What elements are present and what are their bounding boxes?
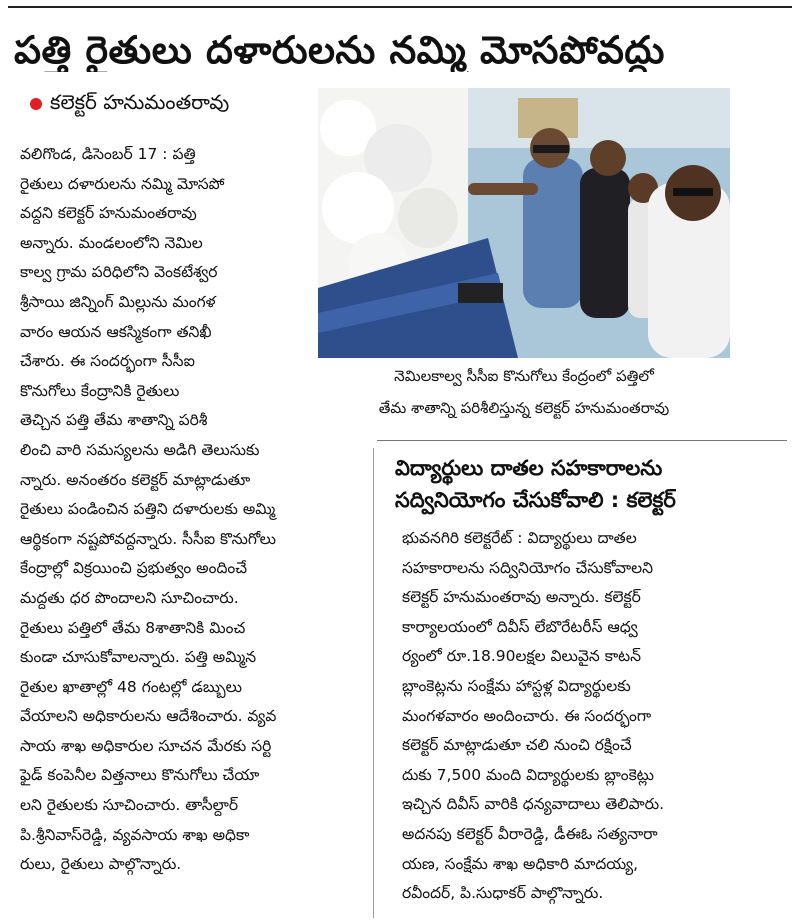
article-line: రైతులు పత్తిలో తేమ 8శాతానికి మించ [20,618,246,637]
bullet-icon [30,98,42,110]
article-line: సాయ శాఖ అధికారుల సూచన మేరకు సర్టి [20,736,272,755]
side-article-line: బ్లాంకెట్లను సంక్షేమ హాస్టళ్ల విద్యార్థులకు [402,676,631,695]
side-article-line: కలెక్టర్ మాట్లాడుతూ చలి నుంచి రక్షించే [402,736,632,755]
article-line: అన్నారు. మండలంలోని నెమిల [20,233,203,252]
article-line: లని రైతులకు సూచించారు. తాసీల్దార్ [20,796,239,815]
side-article-line: కలెక్టర్ హనుమంతరావు అన్నారు. కలెక్టర్ [402,588,641,607]
side-article-line: యణ, సంక్షేమ శాఖ అధికారి మాదయ్య, [402,854,639,873]
byline-text: కలెక్టర్ హనుమంతరావు [50,90,230,114]
news-photo [318,88,730,358]
article-line: కుండా చూసుకోవాలన్నారు. పత్తి అమ్మిన [20,648,257,667]
article-line: మద్దతు ధర పొందాలని సూచించారు. [20,588,239,607]
side-article-line: దుకు 7,500 మంది విద్యార్థులకు బ్లాంకెట్లు [402,765,655,784]
article-line: చేశారు. ఈ సందర్భంగా సీసీఐ [20,352,195,371]
caption-line: నెమిలకాల్వ సీసీఐ కొనుగోలు కేంద్రంలో పత్తిలో [394,367,654,385]
article-line: ఆర్థికంగా నష్టపోవద్దన్నారు. సీసీఐ కొనుగోలు [20,529,277,548]
side-article-headline [395,452,775,516]
photo-illustration [318,88,730,358]
side-article-line: అదనపు కలెక్టర్ వీరారెడ్డి, డీఈఓ సత్యనారా [402,824,658,843]
article-line: రైతులు పండించిన పత్తిని దళారులకు అమ్మి [20,500,276,519]
article-line: లించి వారి సమస్యలను అడిగి తెలుసుకు [20,440,260,459]
article-line: ఫైడ్ కంపెనీల విత్తనాలు కొనుగోలు చేయా [20,766,260,785]
side-article-line: రవీందర్, పి.సుధాకర్ పాల్గొన్నారు. [402,884,604,903]
article-line: పి.శ్రీనివాస్‌రెడ్డి, వ్యవసాయ శాఖ అధికా [20,825,250,844]
article-line: కేంద్రాల్లో విక్రయించి ప్రభుత్వం అందించే [20,559,248,578]
side-article-body [402,524,784,909]
article-line: వారం ఆయన ఆకస్మికంగా తనిఖీ [20,322,212,341]
article-line: వేయాలని అధికారులను ఆదేశించారు. వ్యవ [20,707,277,726]
article-line: న్నారు. అనంతరం కలెక్టర్ మాట్లాడుతూ [20,470,251,489]
article-line: రైతులు దళారులను నమ్మి మోసపో [20,174,225,193]
headline: పత్తి రైతులు దళారులను నమ్మి మోసపోవద్దు [14,28,665,72]
side-article-line: మంగళవారం అందించారు. ఈ సందర్భంగా [402,706,652,725]
side-article-line: కార్యాలయంలో దివీస్ లేబొరేటరీస్ ఆధ్వ [402,617,638,636]
top-rule [8,6,792,8]
side-article-line: భువనగిరి కలెక్టరేట్ : విద్యార్థులు దాతల [402,529,637,547]
article-line: వద్దని కలెక్టర్ హనుమంతరావు [20,204,197,223]
caption-line: తేమ శాతాన్ని పరిశీలిస్తున్న కలెక్టర్ హనుమంతరావు [378,399,670,417]
article-line: శ్రీసాయి జిన్నింగ్ మిల్లును మంగళ [20,292,216,311]
side-headline-line: విద్యార్థులు దాతల సహకారాలను [395,456,663,480]
side-article-line: ఇచ్చిన దివీస్ వారికి ధన్యవాదాలు తెలిపారు. [402,795,665,814]
article-line: కొనుగోలు కేంద్రానికి రైతులు [20,381,180,400]
article-line: రులు, రైతులు పాల్గొన్నారు. [20,855,182,874]
column-divider [373,448,374,918]
photo-caption [318,360,730,424]
side-headline-line: సద్వినియోగం చేసుకోవాలి : కలెక్టర్ [395,488,676,512]
main-article-body [20,140,365,880]
side-article-line: సహకారాలను సద్వినియోగం చేసుకోవాలని [402,558,654,577]
article-line: కాల్వ గ్రామ పరిధిలోని వెంకటేశ్వర [20,263,218,282]
caption-divider [377,440,787,441]
byline [30,88,229,116]
article-line: రైతుల ఖాతాల్లో 48 గంటల్లో డబ్బులు [20,677,242,696]
article-line: వలిగొండ, డిసెంబర్ 17 : పత్తి [20,145,196,163]
side-article-line: ర్యంలో రూ.18.90లక్షల విలువైన కాటన్ [402,647,642,666]
article-line: తెచ్చిన పత్తి తేమ శాతాన్ని పరిశీ [20,411,208,430]
